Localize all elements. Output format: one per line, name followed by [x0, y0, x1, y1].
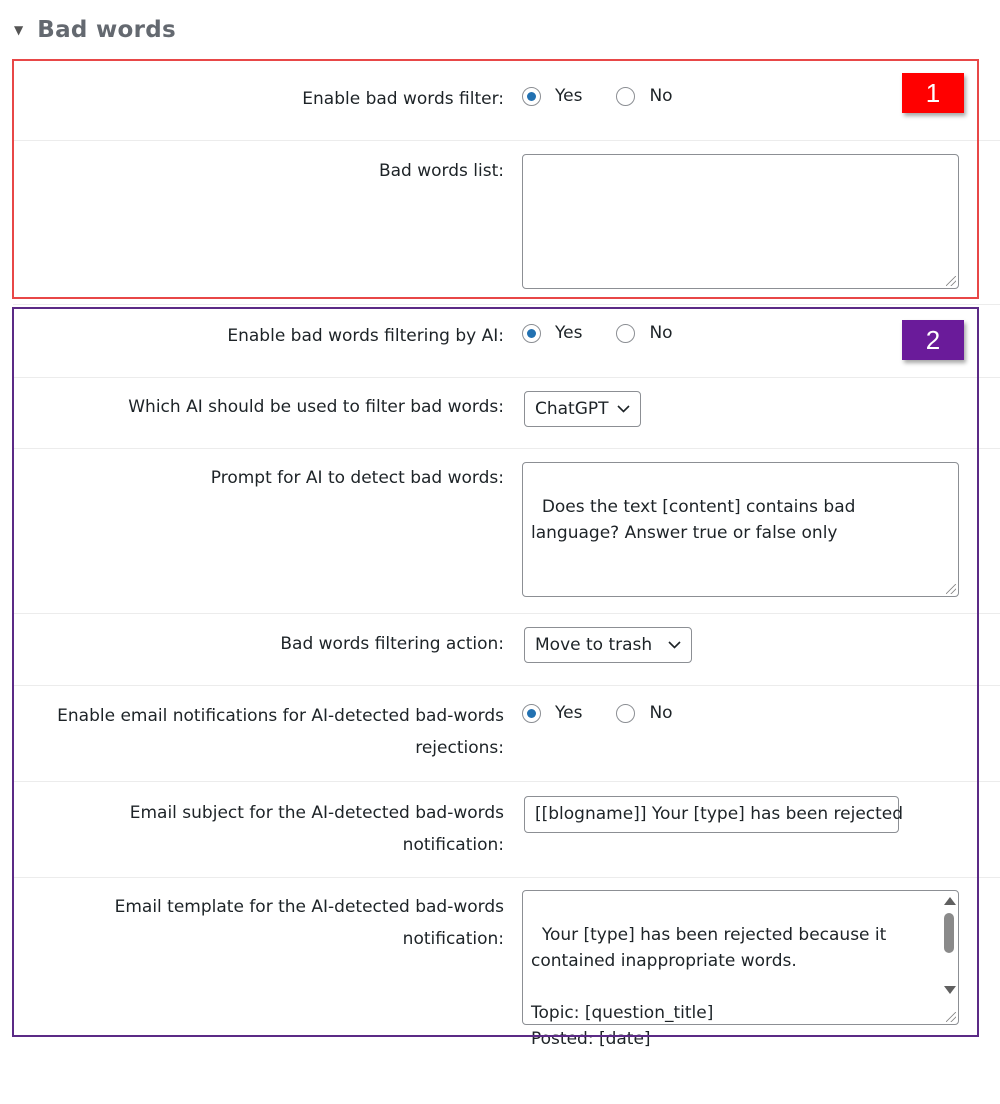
email-notif-no-radio[interactable] [616, 704, 635, 723]
which-ai-value: ChatGPT [535, 399, 609, 419]
email-notif-yes-label[interactable]: Yes [555, 703, 583, 723]
prompt-textarea[interactable] [522, 462, 959, 597]
section-header[interactable] [14, 17, 176, 43]
email-notifications-label: Enable email notifications for AI-detected bad-words rejections: [57, 706, 504, 758]
email-template-value: Your [type] has been rejected because it contained inappropriate words. Topic: [question_title] Posted: [date] [531, 925, 887, 1049]
annotation-badge-1: 1 [902, 73, 964, 113]
enable-ai-no-label[interactable]: No [649, 323, 673, 343]
email-notif-no-label[interactable]: No [649, 703, 673, 723]
enable-bad-words-filter-radios [522, 86, 707, 106]
section-title: Bad words [37, 17, 177, 43]
scroll-down-arrow-icon[interactable] [944, 986, 956, 994]
bad-words-list-label: Bad words list: [378, 161, 504, 181]
enable-bad-words-filter-label: Enable bad words filter: [302, 89, 504, 109]
email-template-label: Email template for the AI-detected bad-words notification: [114, 897, 504, 949]
row-divider [13, 781, 1000, 782]
filtering-action-select[interactable] [524, 627, 692, 663]
which-ai-select[interactable] [524, 391, 641, 427]
resize-grip-icon[interactable] [946, 1012, 956, 1022]
email-template-textarea[interactable] [522, 890, 959, 1049]
enable-ai-filter-radios [522, 323, 707, 343]
email-notifications-radios [522, 703, 707, 723]
row-divider [13, 877, 1000, 878]
prompt-label: Prompt for AI to detect bad words: [210, 468, 504, 488]
resize-grip-icon[interactable] [946, 276, 956, 286]
email-notif-yes-radio[interactable] [522, 704, 541, 723]
email-subject-label: Email subject for the AI-detected bad-words notification: [129, 803, 504, 855]
enable-ai-yes-label[interactable]: Yes [555, 323, 583, 343]
row-divider [13, 304, 1000, 305]
filtering-action-label: Bad words filtering action: [280, 634, 504, 654]
collapse-caret-icon[interactable]: ▼ [14, 23, 24, 37]
row-divider [13, 613, 1000, 614]
annotation-badge-2: 2 [902, 320, 964, 360]
row-divider [13, 448, 1000, 449]
scrollbar-thumb[interactable] [944, 913, 954, 953]
enable-ai-yes-radio[interactable] [522, 324, 541, 343]
row-divider [13, 685, 1000, 686]
enable-ai-filter-label: Enable bad words filtering by AI: [227, 326, 504, 346]
enable-filter-yes-radio[interactable] [522, 87, 541, 106]
enable-filter-no-label[interactable]: No [649, 86, 673, 106]
enable-filter-yes-label[interactable]: Yes [555, 86, 583, 106]
row-divider [13, 377, 1000, 378]
resize-grip-icon[interactable] [946, 584, 956, 594]
prompt-value: Does the text [content] contains bad language? Answer true or false only [531, 497, 856, 543]
chevron-down-icon [617, 405, 630, 413]
bad-words-list-textarea[interactable] [522, 154, 959, 289]
enable-filter-no-radio[interactable] [616, 87, 635, 106]
email-subject-input[interactable]: [[blogname]] Your [type] has been rejected [524, 796, 899, 833]
enable-ai-no-radio[interactable] [616, 324, 635, 343]
which-ai-label: Which AI should be used to filter bad words: [128, 397, 504, 417]
chevron-down-icon [668, 641, 681, 649]
filtering-action-value: Move to trash [535, 635, 653, 655]
scroll-up-arrow-icon[interactable] [944, 897, 956, 905]
textarea-scrollbar[interactable] [940, 891, 958, 1010]
row-divider [13, 140, 1000, 141]
